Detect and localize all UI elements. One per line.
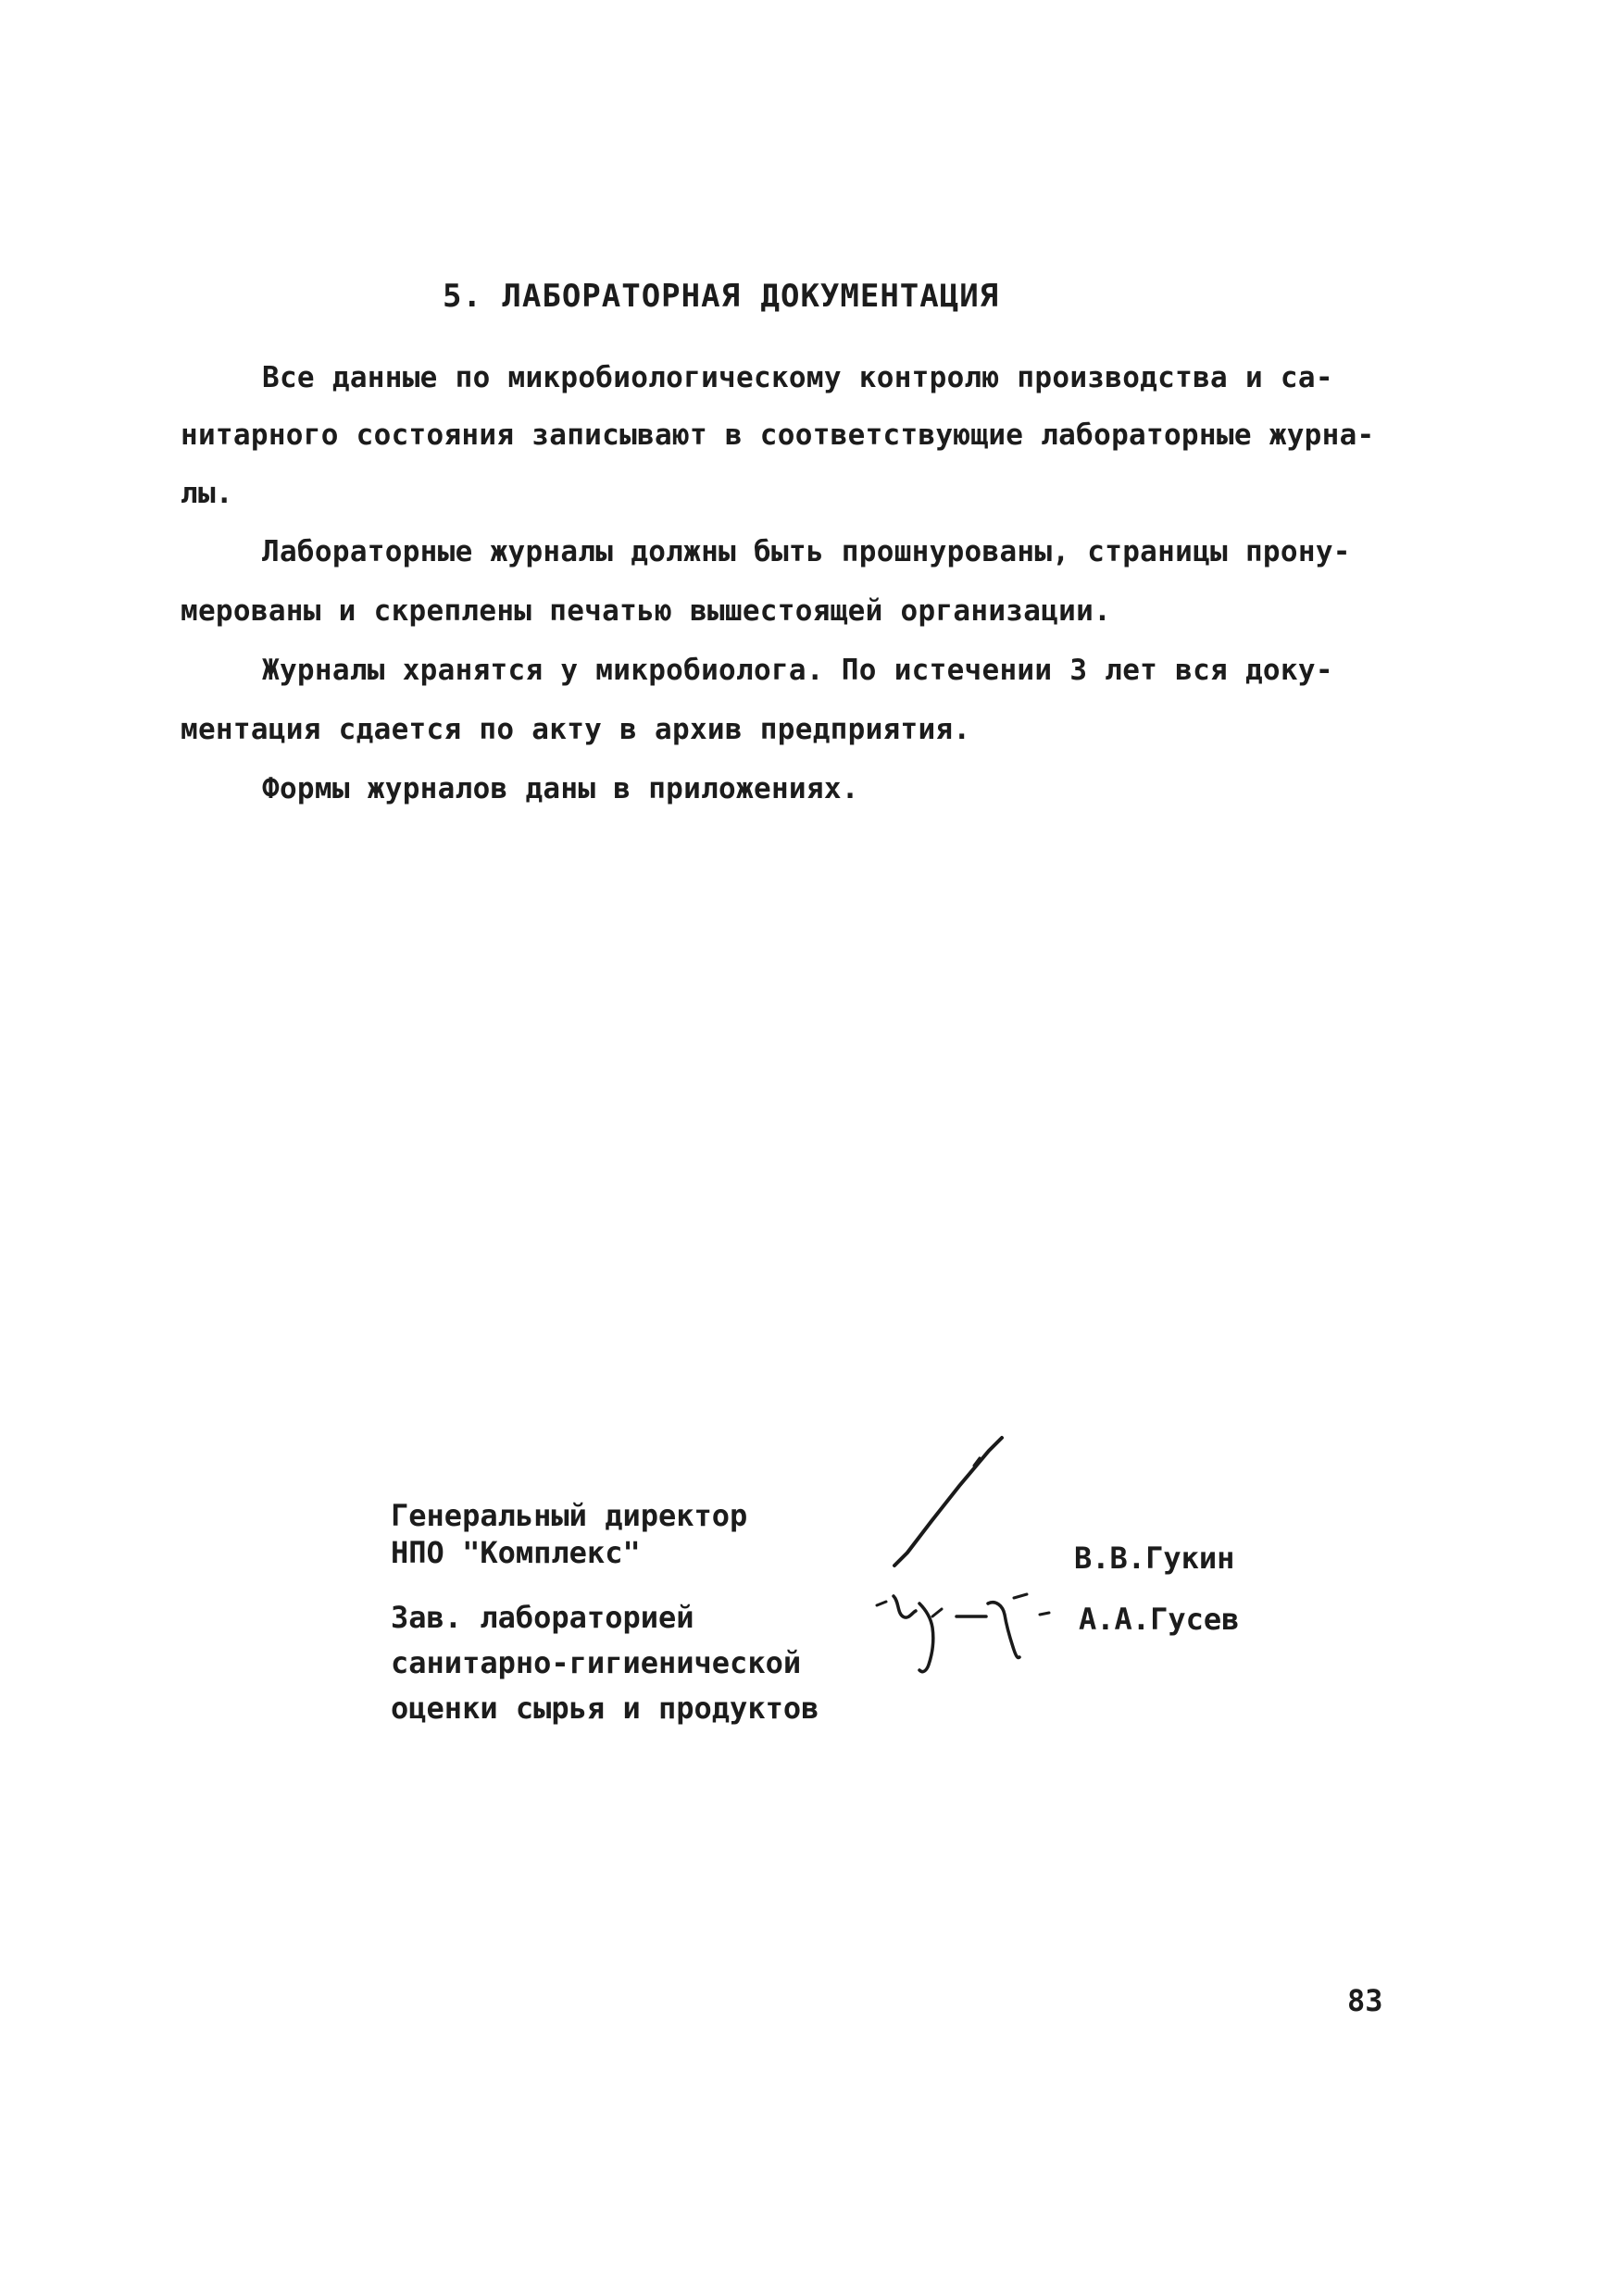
paragraph-4-line-1: Формы журналов даны в приложениях. [262,772,859,805]
lab-head-name: А.А.Гусев [1079,1602,1240,1637]
page-number: 83 [1347,1983,1383,2018]
director-signature [870,1430,1019,1569]
director-title-line-1: Генеральный директор [391,1498,748,1533]
lab-head-title-line-1: Зав. лабораторией [391,1600,694,1635]
lab-head-title-line-2: санитарно-гигиенической [391,1645,802,1680]
paragraph-2-line-2: мерованы и скреплены печатью вышестоящей организации. [181,594,1112,628]
lab-head-title-line-3: оценки сырья и продуктов [391,1691,819,1726]
director-title-line-2: НПО "Комплекс" [391,1535,641,1570]
director-name: В.В.Гукин [1074,1541,1235,1576]
paragraph-2-line-1: Лабораторные журналы должны быть прошнурованы, страницы прону- [262,535,1351,568]
paragraph-1-line-1: Все данные по микробиологическому контролю производства и са- [262,361,1333,394]
lab-head-signature [875,1585,1088,1687]
paragraph-1-line-2: нитарного состояния записывают в соответствующие лабораторные журна- [181,418,1375,452]
section-heading: 5. ЛАБОРАТОРНАЯ ДОКУМЕНТАЦИЯ [443,278,1000,315]
paragraph-3-line-2: ментация сдается по акту в архив предприятия. [181,713,971,746]
paragraph-3-line-1: Журналы хранятся у микробиолога. По истечении 3 лет вся доку- [262,654,1333,687]
paragraph-1-line-3: лы. [181,477,233,510]
